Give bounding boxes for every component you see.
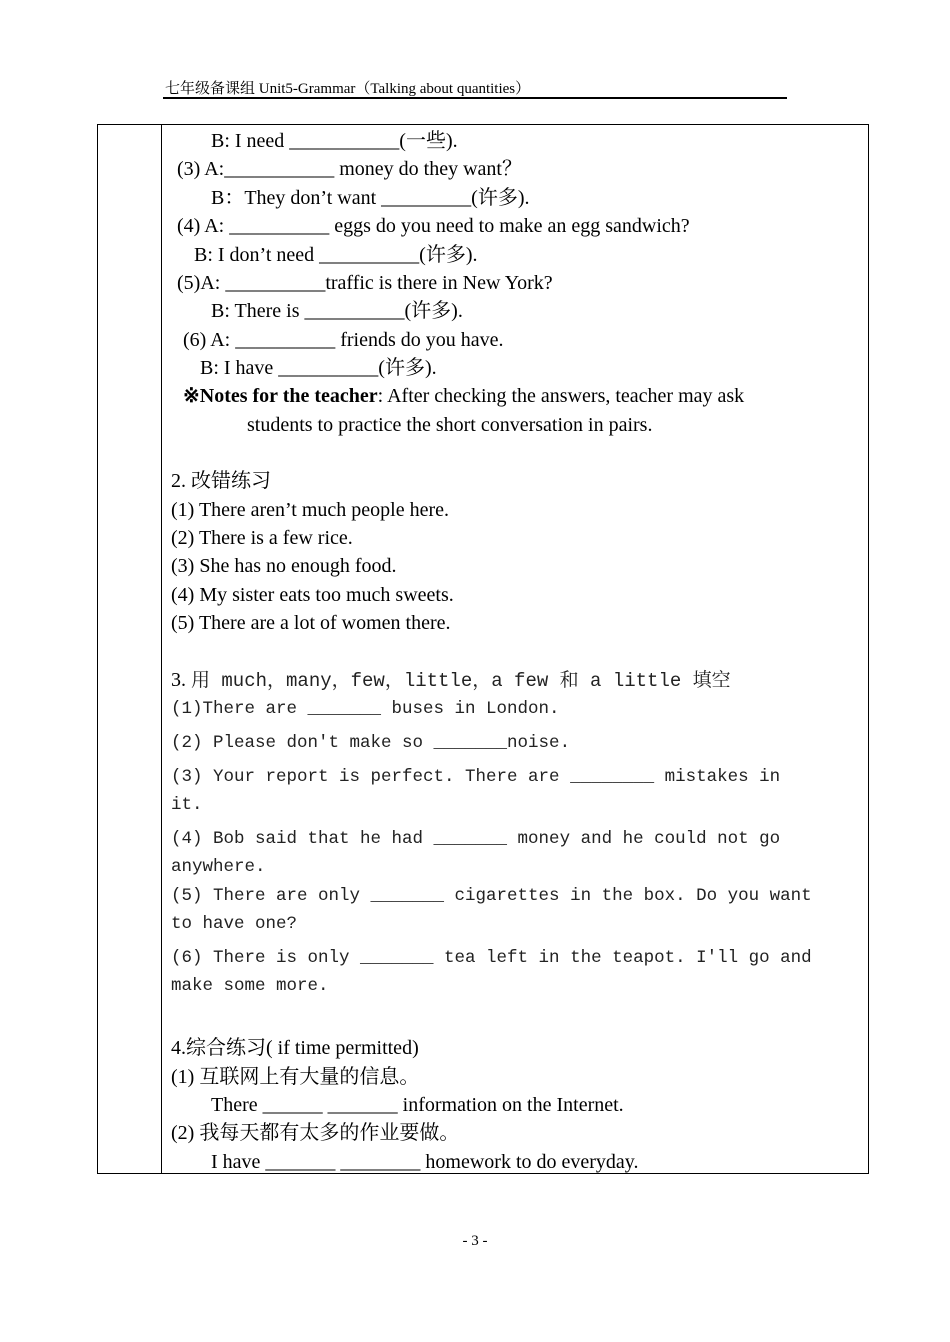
page-number: - 3 - [462, 1233, 488, 1249]
page-header: 七年级备课组 Unit5-Grammar（Talking about quantities） [165, 81, 531, 97]
s4-line: (1) 互联网上有大量的信息。 [171, 1066, 420, 1088]
section-title [171, 668, 731, 693]
s2-line: (3) She has no enough food. [171, 555, 397, 577]
s4-line: There ______ _______ information on the Internet. [211, 1094, 624, 1116]
s3-line: (6) There is only _______ tea left in the teapot. I'll go and [171, 948, 812, 968]
lesson-table [97, 124, 869, 1174]
s1-line: B: I don’t need __________(许多). [194, 244, 478, 266]
s2-line: (2) There is a few rice. [171, 527, 353, 549]
column-divider [161, 125, 162, 1173]
s3-line: it. [171, 795, 203, 815]
s3-line: make some more. [171, 976, 329, 996]
s2-line: (4) My sister eats too much sweets. [171, 584, 454, 606]
teacher-note [183, 382, 858, 439]
s3-line: (1)There are _______ buses in London. [171, 699, 560, 719]
s3-line: (2) Please don't make so _______noise. [171, 733, 571, 753]
section-number: 3. [171, 669, 191, 691]
s2-line: (1) There aren’t much people here. [171, 499, 450, 521]
note-label: ※Notes for the teacher [183, 385, 378, 407]
s1-line: (3) A:___________ money do they want？ [177, 158, 522, 180]
s3-line: (5) There are only _______ cigarettes in the box. Do you want [171, 886, 812, 906]
s1-line: (5)A: __________traffic is there in New York? [177, 272, 553, 294]
s3-line: anywhere. [171, 857, 266, 877]
s3-line: to have one? [171, 914, 298, 934]
s2-line: (5) There are a lot of women there. [171, 612, 451, 634]
s1-line: B: I need ___________(一些). [211, 130, 458, 152]
s1-line: (6) A: __________ friends do you have. [183, 329, 504, 351]
note-text: : After checking the answers, teacher may ask [377, 385, 745, 407]
section-title-text: 用 much，many，few，little，a few 和 a little 填空 [191, 670, 731, 692]
s4-line: I have _______ ________ homework to do everyday. [211, 1151, 639, 1173]
s1-line: B：They don’t want _________(许多). [211, 187, 530, 209]
s4-line: (2) 我每天都有太多的作业要做。 [171, 1122, 460, 1144]
s3-line: (3) Your report is perfect. There are ________ mistakes in [171, 767, 781, 787]
s1-line: B: There is __________(许多). [211, 300, 463, 322]
s1-line: (4) A: __________ eggs do you need to make an egg sandwich? [177, 215, 690, 237]
section-title: 2. 改错练习 [171, 470, 271, 492]
s3-line: (4) Bob said that he had _______ money and he could not go [171, 829, 781, 849]
header-rule [163, 97, 787, 99]
section-title: 4.综合练习( if time permitted) [171, 1037, 419, 1059]
s1-line: B: I have __________(许多). [200, 357, 437, 379]
note-continuation: students to practice the short conversation in pairs. [247, 413, 653, 436]
